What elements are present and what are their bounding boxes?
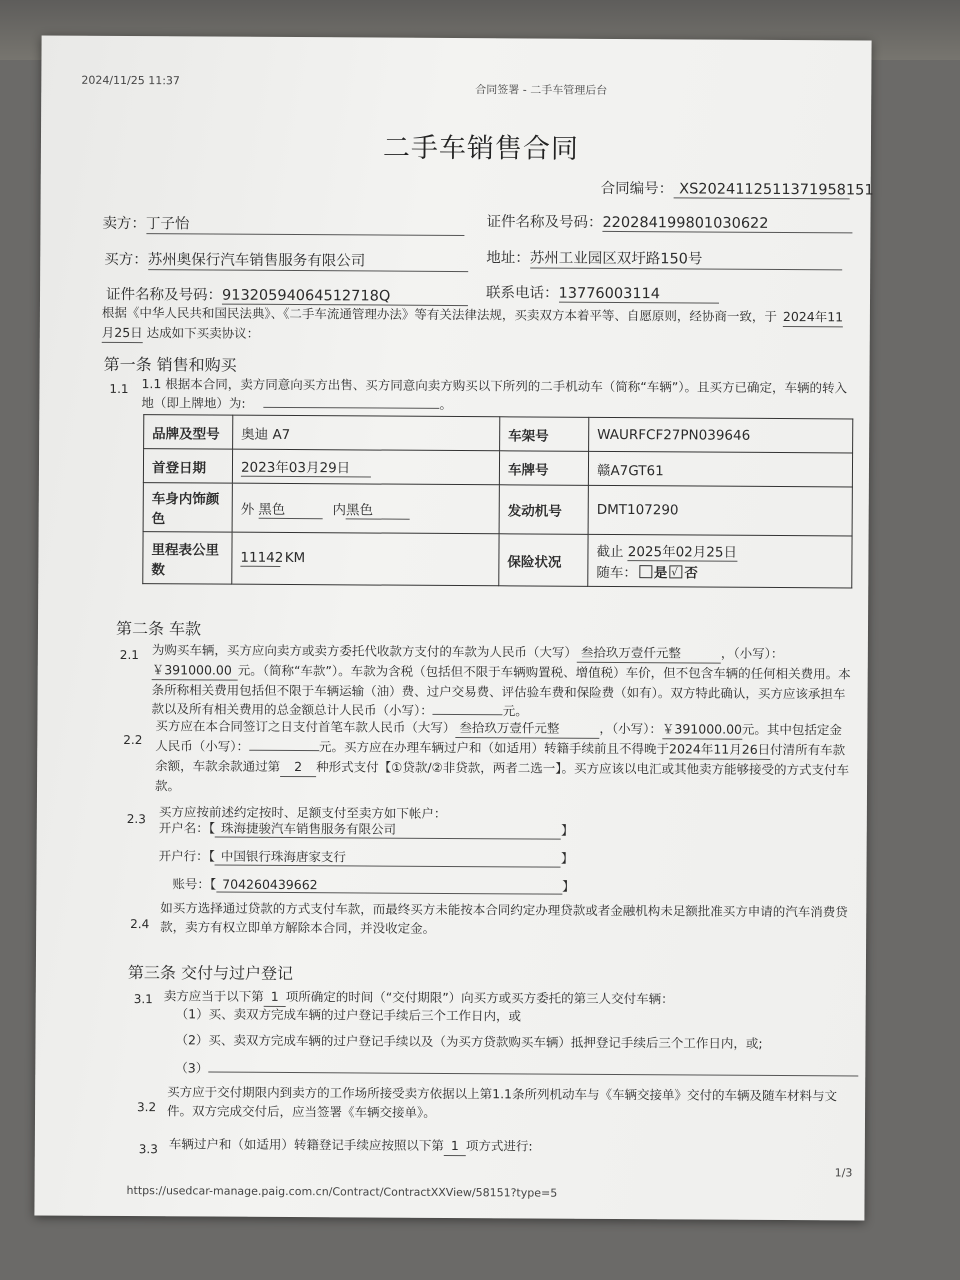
account-number-row: 账号：【 704260439662 】 bbox=[172, 876, 575, 894]
engine-value: DMT107290 bbox=[588, 485, 852, 536]
clause-3-2: 买方应于交付期限内到卖方的工作场所接受卖方依据以上第1.1条所列机动车与《车辆交接单》交付的车辆及随车材料与文件。双方完成交付后，应当签署《车辆交接单》。 bbox=[166, 1084, 838, 1120]
clause-3-2-number: 3.2 bbox=[137, 1100, 157, 1115]
contract-number: 合同编号： XS2024112511371958151 bbox=[600, 180, 874, 199]
insurance-deadline: 2025年02月25日 bbox=[628, 540, 738, 562]
reg-date-cell bbox=[232, 449, 499, 485]
buyer-name: 苏州奥保行汽车销售服务有限公司 bbox=[148, 248, 468, 272]
clause-2-2: 买方应在本合同签订之日支付首笔车款人民币（大写） 叁拾玖万壹仟元整 ，（小写）：￥391000.00元。其中包括定金人民币（小写）： 元。买方应在办理车辆过户和（如适用）转籍手续前且不得晚于2024年11月26日付清所有车款余额，车款余款通过第 2 种形式支付【①贷款/②非贷款，两者二选一】。买方应该以电汇或其他卖方能够接受的方式支付车款。 bbox=[154, 718, 850, 794]
bank-value: 中国银行珠海唐家支行 bbox=[215, 847, 561, 868]
seller-row: 卖方：丁子怡 bbox=[102, 212, 464, 236]
seller-id-value: 220284199801030622 bbox=[602, 215, 852, 234]
clause-3-3: 车辆过户和（如适用）转籍登记手续应按照以下第 1 项方式进行: bbox=[169, 1134, 533, 1156]
contract-number-value: XS2024112511371958151 bbox=[673, 181, 849, 199]
account-name-row: 开户名：【 珠海捷骏汽车销售服务有限公司 】 bbox=[158, 820, 574, 838]
buyer-id-value: 91320594064512718Q bbox=[222, 288, 468, 307]
contract-paper bbox=[34, 35, 874, 1220]
seller-name: 丁子怡 bbox=[146, 212, 464, 236]
color-label: 车身内饰颜色 bbox=[143, 483, 232, 533]
clause-2-2-number: 2.2 bbox=[123, 732, 143, 748]
table-row bbox=[144, 415, 853, 453]
preamble: 根据《中华人民共和国民法典》、《二手车流通管理办法》等有关法律法规，买卖双方本着平等、自愿原则，经协商一致，于 2024年11 月25日 达成如下买卖协议： bbox=[102, 303, 857, 348]
interior-color: 黑色 bbox=[346, 498, 410, 519]
mileage-value: 11142 bbox=[240, 549, 284, 566]
clause-3-1-option-3: （3） bbox=[175, 1058, 858, 1081]
plate-label: 车牌号 bbox=[499, 451, 588, 486]
plate-value: 赣A7GT61 bbox=[588, 451, 852, 487]
vin-value: WAURFCF27PN039646 bbox=[589, 417, 853, 453]
footer-url: https://usedcar-manage.paig.com.cn/Contract/ContractXXView/58151?type=5 bbox=[126, 1184, 558, 1200]
page-number: 1/3 bbox=[834, 1166, 853, 1180]
clause-2-1: 为购买车辆，买方应向卖方或卖方委托代收款方支付的车款为人民币（大写） 叁拾玖万壹仟元整 ，（小写）： ￥391000.00 元。（简称“车款”）。车款为含税（包括但不限于车辆购置税、增值税）车价，但不包含车辆的任何相关费用。本条所称相关费用包括但不限于车辆运输（油）费、过户交易费、评估验车费和保险费（如有）。双方特此确认，买方应该承担车款以及所有相关费用的总金额总计人民币（小写）： 元。 bbox=[151, 642, 851, 719]
checkbox-yes[interactable] bbox=[639, 565, 652, 578]
contract-title: 二手车销售合同 bbox=[382, 132, 580, 165]
clause-3-1: 卖方应当于以下第 1 项所确定的时间（“交付期限”）向买方或买方委托的第三人交付车辆： bbox=[163, 988, 674, 1007]
print-page-title: 合同签署 - 二手车管理后台 bbox=[475, 83, 608, 97]
clause-1-1-number: 1.1 bbox=[109, 381, 129, 397]
clause-2-4: 如买方选择通过贷款的方式支付车款，而最终买方未能按本合同约定办理贷款或者金融机构未足额批准买方申请的汽车消费贷款，卖方有权立即单方解除本合同，并没收定金。 bbox=[160, 900, 848, 936]
mileage-cell: 11142 KM bbox=[232, 532, 499, 586]
article-3-title: 第三条 交付与过户登记 bbox=[127, 963, 294, 984]
engine-label: 发动机号 bbox=[499, 485, 588, 535]
mileage-label: 里程表公里数 bbox=[143, 532, 232, 585]
article-2-title: 第二条 车款 bbox=[115, 618, 202, 639]
clause-2-4-number: 2.4 bbox=[130, 917, 150, 932]
table-row bbox=[143, 483, 852, 536]
buyer-id-row: 证件名称及号码：91320594064512718Q bbox=[106, 283, 468, 306]
buyer-addr-value: 苏州工业园区双圩路150号 bbox=[530, 246, 842, 270]
brand-value: 奥迪 A7 bbox=[233, 415, 500, 451]
clause-3-1-number: 3.1 bbox=[133, 992, 153, 1007]
account-name-value: 珠海捷骏汽车销售服务有限公司 bbox=[215, 819, 561, 840]
vin-label: 车架号 bbox=[500, 417, 589, 452]
checkbox-no-checked[interactable] bbox=[669, 565, 682, 578]
insurance-label: 保险状况 bbox=[499, 534, 588, 587]
buyer-row: 买方：苏州奥保行汽车销售服务有限公司 bbox=[104, 248, 468, 272]
clause-2-3: 买方应按前述约定按时、足额支付至卖方如下帐户： bbox=[158, 804, 447, 821]
clause-3-1-option-1: （1）买、卖双方完成车辆的过户登记手续后三个工作日内，或 bbox=[175, 1006, 522, 1024]
buyer-addr-row: 地址：苏州工业园区双圩路150号 bbox=[486, 246, 842, 270]
exterior-color: 黑色 bbox=[258, 497, 322, 518]
account-number-value: 704260439662 bbox=[216, 877, 562, 895]
reg-date-label: 首登日期 bbox=[143, 449, 232, 484]
brand-label: 品牌及型号 bbox=[144, 415, 233, 450]
vehicle-table bbox=[142, 414, 853, 588]
buyer-phone-value: 13776003114 bbox=[558, 286, 718, 304]
article-1-title: 第一条 销售和购买 bbox=[103, 354, 237, 375]
print-datetime: 2024/11/25 11:37 bbox=[81, 73, 180, 88]
clause-2-3-number: 2.3 bbox=[126, 812, 146, 827]
table-row bbox=[143, 532, 852, 588]
clause-1-1: 1.1 根据本合同，卖方同意向买方出售、买方同意向卖方购买以下所列的二手机动车（简称“车辆”）。且买方已确定，车辆的转入 地（即上牌地）为: 。 bbox=[141, 376, 848, 412]
clause-2-1-number: 2.1 bbox=[119, 647, 139, 663]
color-cell: 外 黑色 内黑色 bbox=[232, 483, 499, 534]
insurance-cell: 截止 2025年02月25日 随车： 是√ 否 bbox=[588, 534, 852, 588]
clause-3-1-option-2: （2）买、卖双方完成车辆的过户登记手续以及（为买方贷款购买车辆）抵押登记手续后三个工作日内，或; bbox=[175, 1032, 763, 1051]
buyer-phone-row: 联系电话：13776003114 bbox=[486, 281, 719, 303]
seller-id-row: 证件名称及号码：220284199801030622 bbox=[486, 210, 852, 233]
reg-date-value: 2023年03月29日 bbox=[241, 456, 371, 478]
table-row bbox=[143, 449, 852, 487]
clause-3-3-number: 3.3 bbox=[138, 1142, 158, 1157]
bank-row: 开户行：【 中国银行珠海唐家支行 】 bbox=[158, 848, 574, 866]
